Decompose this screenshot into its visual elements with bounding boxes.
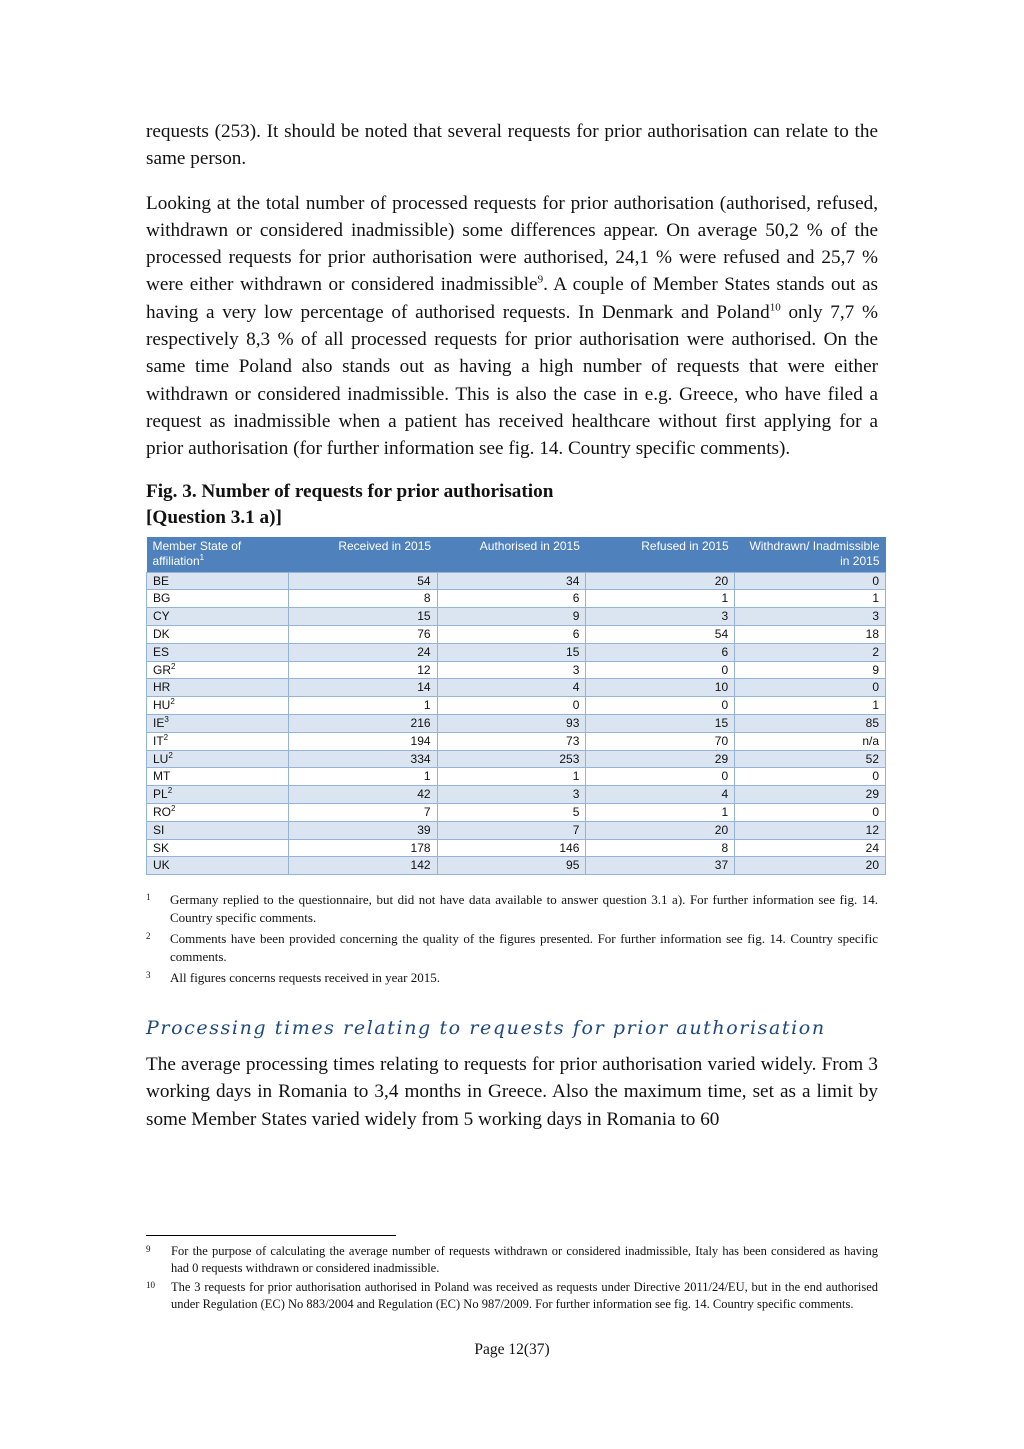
- withdrawn-cell: 12: [735, 821, 886, 839]
- figure-title-line1: Fig. 3. Number of requests for prior authorisation: [146, 480, 554, 502]
- refused-cell: 8: [586, 839, 735, 857]
- member-state-cell: $HU^2$: [147, 697, 289, 715]
- footnote-separator: [146, 1235, 396, 1236]
- table-row: [147, 697, 886, 715]
- refused-cell: 0: [586, 661, 735, 679]
- member-state-cell: CY: [147, 608, 289, 626]
- withdrawn-cell: 52: [735, 750, 886, 768]
- withdrawn-cell: 1: [735, 590, 886, 608]
- table-note: 1 Germany replied to the questionnaire, but did not have data available to answer question 3.1 a). For further information see fig. 14. Country specific comments.: [146, 892, 878, 926]
- refused-cell: 0: [586, 697, 735, 715]
- withdrawn-cell: 29: [735, 786, 886, 804]
- withdrawn-cell: 0: [735, 572, 886, 590]
- paragraph-text-a: Looking at the total number of processed requests for prior authorisation (authorised, refused, withdrawn or considered inadmissible) some differences appear. On average 50,2 % of the processed requests for prior authorisation were authorised, 24,1 % were refused and 25,7 % were either withdrawn or considered inadmissible: [146, 192, 878, 296]
- authorised-cell: 6: [437, 625, 586, 643]
- document-page: [146, 118, 878, 1133]
- refused-cell: 0: [586, 768, 735, 786]
- refused-cell: 1: [586, 590, 735, 608]
- authorised-cell: 4: [437, 679, 586, 697]
- withdrawn-cell: 0: [735, 768, 886, 786]
- table-header-row: [147, 537, 886, 573]
- table-row: [147, 679, 886, 697]
- footnote-ref-10[interactable]: 10: [769, 301, 781, 314]
- member-state-cell: $IT^2$: [147, 732, 289, 750]
- table-notes: [146, 891, 878, 987]
- withdrawn-cell: 20: [735, 857, 886, 875]
- processing-times-paragraph: The average processing times relating to requests for prior authorisation varied widely. From 3 working days in Romania to 3,4 months in Greece. Also the maximum time, set as a limit by some Member States varied widely from 5 working days in Romania to 60: [146, 1054, 878, 1130]
- received-cell: 14: [288, 679, 437, 697]
- received-cell: 178: [288, 839, 437, 857]
- refused-cell: 70: [586, 732, 735, 750]
- table-note: 2 Comments have been provided concerning the quality of the figures presented. For further information see fig. 14. Country specific comments.: [146, 931, 878, 965]
- member-state-cell: SK: [147, 839, 289, 857]
- figure-title-line2: [Question 3.1 a)]: [146, 506, 282, 528]
- paragraph-text-c: only 7,7 % respectively 8,3 % of all processed requests for prior authorisation were authorised. On the same time Poland also stands out as having a high number of requests that were either withdrawn or considered inadmissible. This is also the case in e.g. Greece, who have filed a request as inadmissible when a patient has received healthcare without first applying for a prior authorisation (for further information see fig. 14. Country specific comments).: [146, 301, 878, 460]
- member-state-footnote-ref: 2: [163, 732, 169, 742]
- withdrawn-cell: 18: [735, 625, 886, 643]
- table-row: [147, 839, 886, 857]
- received-cell: 54: [288, 572, 437, 590]
- processed-requests-paragraph: [146, 190, 878, 463]
- authorised-cell: 3: [437, 786, 586, 804]
- member-state-cell: BE: [147, 572, 289, 590]
- table-row: [147, 732, 886, 750]
- authorised-cell: 0: [437, 697, 586, 715]
- table-row: [147, 821, 886, 839]
- member-state-cell: ES: [147, 643, 289, 661]
- withdrawn-cell: 0: [735, 679, 886, 697]
- member-state-footnote-ref: 2: [167, 786, 173, 796]
- member-state-footnote-ref: 2: [171, 803, 176, 813]
- received-cell: 1: [288, 768, 437, 786]
- received-cell: 76: [288, 625, 437, 643]
- member-state-cell: $IE^3$: [147, 714, 289, 732]
- withdrawn-cell: 24: [735, 839, 886, 857]
- member-state-footnote-ref: 2: [168, 750, 173, 760]
- figure-title: [146, 479, 878, 531]
- authorised-cell: 253: [437, 750, 586, 768]
- withdrawn-cell: 85: [735, 714, 886, 732]
- authorised-cell: 6: [437, 590, 586, 608]
- refused-cell: 20: [586, 572, 735, 590]
- authorised-cell: 5: [437, 803, 586, 821]
- received-cell: 194: [288, 732, 437, 750]
- received-cell: 1: [288, 697, 437, 715]
- table-row: [147, 750, 886, 768]
- table-row: [147, 661, 886, 679]
- received-cell: 24: [288, 643, 437, 661]
- member-state-cell: $PL^2$: [147, 786, 289, 804]
- authorised-cell: 146: [437, 839, 586, 857]
- withdrawn-cell: n/a: [735, 732, 886, 750]
- received-cell: 39: [288, 821, 437, 839]
- footnote-9: 9 For the purpose of calculating the average number of requests withdrawn or considered inadmissible, Italy has been considered as having had 0 requests withdrawn or considered inadmissible.: [146, 1244, 878, 1275]
- table-row: [147, 590, 886, 608]
- header-footnote-ref: 1: [199, 553, 205, 563]
- page-number: Page 12(37): [474, 1341, 550, 1358]
- member-state-cell: $GR^2$: [147, 661, 289, 679]
- header-received: Received in 2015: [288, 537, 437, 573]
- withdrawn-cell: 9: [735, 661, 886, 679]
- member-state-footnote-ref: 2: [171, 661, 176, 671]
- header-withdrawn: Withdrawn/ Inadmissible in 2015: [735, 537, 886, 573]
- authorised-cell: 34: [437, 572, 586, 590]
- withdrawn-cell: 2: [735, 643, 886, 661]
- prior-authorisation-table: [146, 537, 886, 876]
- authorised-cell: 93: [437, 714, 586, 732]
- header-refused: Refused in 2015: [586, 537, 735, 573]
- member-state-cell: BG: [147, 590, 289, 608]
- authorised-cell: 7: [437, 821, 586, 839]
- refused-cell: 10: [586, 679, 735, 697]
- table-row: [147, 714, 886, 732]
- section-heading: Processing times relating to requests for prior authorisation: [146, 1017, 826, 1040]
- member-state-cell: UK: [147, 857, 289, 875]
- member-state-cell: DK: [147, 625, 289, 643]
- refused-cell: 3: [586, 608, 735, 626]
- authorised-cell: 73: [437, 732, 586, 750]
- member-state-footnote-ref: 2: [170, 697, 175, 707]
- table-row: [147, 625, 886, 643]
- member-state-cell: SI: [147, 821, 289, 839]
- refused-cell: 54: [586, 625, 735, 643]
- authorised-cell: 1: [437, 768, 586, 786]
- received-cell: 42: [288, 786, 437, 804]
- withdrawn-cell: 3: [735, 608, 886, 626]
- member-state-cell: $LU^2$: [147, 750, 289, 768]
- withdrawn-cell: 1: [735, 697, 886, 715]
- table-row: [147, 768, 886, 786]
- received-cell: 142: [288, 857, 437, 875]
- authorised-cell: 15: [437, 643, 586, 661]
- member-state-footnote-ref: 3: [164, 714, 169, 724]
- refused-cell: 20: [586, 821, 735, 839]
- refused-cell: 4: [586, 786, 735, 804]
- received-cell: 8: [288, 590, 437, 608]
- received-cell: 334: [288, 750, 437, 768]
- authorised-cell: 3: [437, 661, 586, 679]
- table-note: 3 All figures concerns requests received in year 2015.: [146, 970, 441, 986]
- header-authorised: Authorised in 2015: [437, 537, 586, 573]
- paragraph-text-b: . A couple of Member States stands out as having a very low percentage of authorised requests. In Denmark and Poland: [146, 274, 878, 323]
- member-state-cell: HR: [147, 679, 289, 697]
- footnote-ref-9[interactable]: 9: [537, 274, 544, 287]
- page-footnotes: [146, 1243, 878, 1315]
- refused-cell: 29: [586, 750, 735, 768]
- table-row: [147, 608, 886, 626]
- member-state-cell: MT: [147, 768, 289, 786]
- table-row: [147, 786, 886, 804]
- refused-cell: 15: [586, 714, 735, 732]
- received-cell: 7: [288, 803, 437, 821]
- received-cell: 12: [288, 661, 437, 679]
- table-row: [147, 857, 886, 875]
- header-member-state: Member State of affiliation$^1$: [147, 537, 289, 573]
- withdrawn-cell: 0: [735, 803, 886, 821]
- received-cell: 216: [288, 714, 437, 732]
- refused-cell: 1: [586, 803, 735, 821]
- received-cell: 15: [288, 608, 437, 626]
- table-row: [147, 803, 886, 821]
- table-row: [147, 572, 886, 590]
- intro-paragraph: requests (253). It should be noted that several requests for prior authorisation can relate to the same person.: [146, 121, 878, 170]
- refused-cell: 37: [586, 857, 735, 875]
- table-body: [147, 572, 886, 875]
- footnote-10: 10 The 3 requests for prior authorisation authorised in Poland was received as requests under Directive 2011/24/EU, but in the end authorised under Regulation (EC) No 883/2004 and Regulation (EC) No 987/2009. For further information see fig. 14. Country specific comments.: [146, 1280, 878, 1311]
- authorised-cell: 95: [437, 857, 586, 875]
- refused-cell: 6: [586, 643, 735, 661]
- member-state-cell: $RO^2$: [147, 803, 289, 821]
- authorised-cell: 9: [437, 608, 586, 626]
- table-row: [147, 643, 886, 661]
